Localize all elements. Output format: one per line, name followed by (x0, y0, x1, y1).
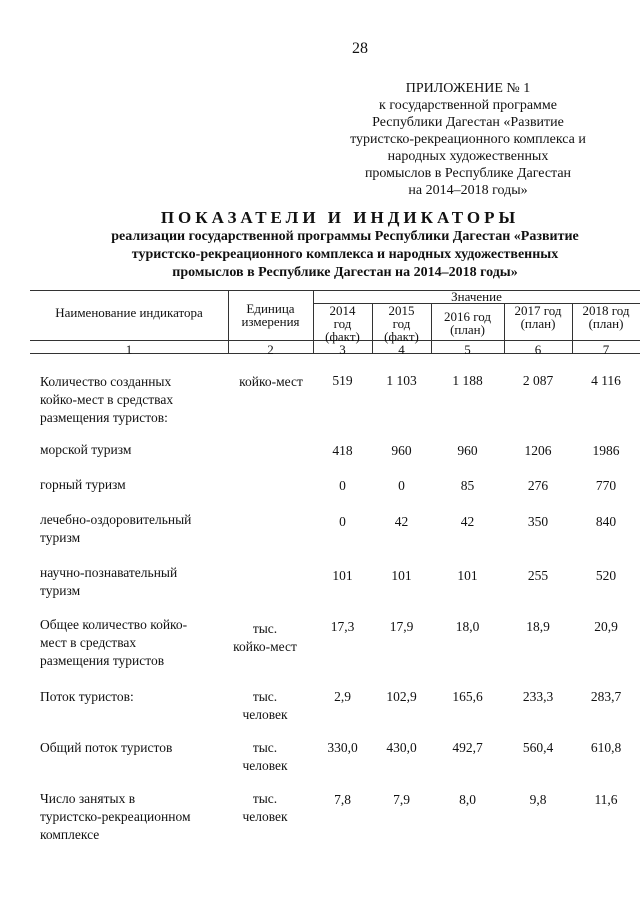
subtitle-line: реализации государственной программы Республики Дагестан «Развитие (111, 229, 579, 244)
row-value-2015: 430,0 (386, 740, 417, 755)
row-unit: койко-мест (239, 374, 303, 389)
row-indicator-name: морской туризм (40, 442, 132, 457)
header-year-2017: 2017 год (план) (514, 303, 562, 331)
row-value-2016: 492,7 (452, 740, 483, 755)
row-value-2018: 20,9 (594, 619, 618, 634)
appendix-line: народных художественных (387, 149, 549, 164)
subtitle-line: туристско-рекреационного комплекса и народных художественных (131, 247, 559, 262)
row-value-2018: 4 116 (591, 373, 621, 388)
document-subtitle (70, 228, 620, 282)
row-value-2015: 1 103 (386, 373, 417, 388)
appendix-block (338, 80, 598, 199)
row-value-2016: 85 (460, 478, 475, 493)
row-value-2015: 17,9 (389, 619, 414, 634)
appendix-line: ПРИЛОЖЕНИЕ № 1 (405, 81, 531, 96)
row-indicator-name: горный туризм (40, 477, 126, 492)
header-value-group: Значение (451, 289, 502, 304)
row-value-2018: 840 (595, 514, 617, 529)
row-unit: тыс. койко-мест (233, 621, 297, 654)
row-indicator-name: Общий поток туристов (40, 740, 173, 755)
row-value-2018: 520 (595, 568, 617, 583)
row-value-2017: 255 (527, 568, 549, 583)
row-value-2014: 101 (332, 568, 353, 583)
document-title: ПОКАЗАТЕЛИ И ИНДИКАТОРЫ (160, 208, 520, 227)
appendix-line: Республики Дагестан «Развитие (372, 115, 564, 130)
row-indicator-name: научно-познавательный туризм (40, 565, 178, 598)
row-value-2014: 0 (339, 514, 346, 529)
column-number: 5 (464, 342, 471, 357)
appendix-line: к государственной программе (379, 98, 557, 113)
row-value-2016: 165,6 (452, 689, 483, 704)
row-unit: тыс. человек (242, 689, 288, 722)
row-value-2014: 330,0 (327, 740, 358, 755)
column-number: 6 (534, 342, 542, 357)
row-value-2014: 0 (339, 478, 346, 493)
appendix-line: промыслов в Республике Дагестан (364, 166, 572, 181)
row-value-2017: 2 087 (522, 373, 554, 388)
row-value-2015: 102,9 (386, 689, 417, 704)
row-value-2017: 9,8 (529, 792, 547, 807)
header-year-2016: 2016 год (план) (444, 309, 491, 337)
column-number: 2 (267, 342, 274, 357)
row-value-2014: 418 (332, 443, 353, 458)
header-year-2018: 2018 год (план) (582, 303, 630, 331)
row-value-2016: 18,0 (455, 619, 480, 634)
row-value-2016: 42 (460, 514, 475, 529)
column-number: 1 (125, 342, 133, 357)
row-value-2017: 18,9 (526, 619, 550, 634)
row-value-2014: 519 (332, 373, 353, 388)
appendix-line: на 2014–2018 годы» (408, 183, 528, 198)
row-value-2016: 8,0 (459, 792, 476, 807)
row-value-2017: 1206 (524, 443, 552, 458)
column-number: 7 (602, 342, 610, 357)
row-value-2018: 283,7 (590, 689, 622, 704)
row-indicator-name: Поток туристов: (40, 689, 134, 704)
row-value-2017: 560,4 (522, 740, 554, 755)
row-unit: тыс. человек (242, 740, 288, 773)
row-value-2015: 42 (394, 514, 409, 529)
column-number: 4 (398, 342, 405, 357)
row-value-2018: 11,6 (594, 792, 618, 807)
row-value-2014: 7,8 (334, 792, 351, 807)
row-value-2015: 7,9 (393, 792, 410, 807)
row-value-2015: 0 (398, 478, 405, 493)
row-value-2016: 101 (457, 568, 478, 583)
row-value-2017: 276 (527, 478, 549, 493)
row-value-2017: 233,3 (522, 689, 554, 704)
row-value-2014: 17,3 (330, 619, 355, 634)
row-indicator-name: Количество созданных койко-мест в средствах размещения туристов: (40, 374, 174, 425)
header-unit: Единица измерения (241, 301, 300, 329)
column-number: 3 (339, 342, 346, 357)
appendix-line: туристско-рекреационного комплекса и (350, 132, 586, 147)
header-year-2015: 2015 год (факт) (384, 303, 419, 344)
row-indicator-name: Общее количество койко- мест в средствах размещения туристов (40, 617, 188, 668)
row-indicator-name: Число занятых в туристско-рекреационном комплексе (40, 791, 191, 842)
row-value-2015: 960 (391, 443, 412, 458)
header-year-2014: 2014 год (факт) (325, 303, 360, 344)
row-value-2016: 960 (457, 443, 478, 458)
row-value-2017: 350 (527, 514, 549, 529)
page-number: 28 (352, 40, 368, 57)
header-indicator-name: Наименование индикатора (55, 305, 203, 320)
row-value-2015: 101 (391, 568, 412, 583)
row-value-2018: 610,8 (590, 740, 622, 755)
subtitle-line: промыслов в Республике Дагестан на 2014–2018 годы» (172, 265, 518, 280)
row-indicator-name: лечебно-оздоровительный туризм (40, 512, 192, 545)
row-value-2018: 1986 (592, 443, 620, 458)
row-value-2016: 1 188 (452, 373, 483, 388)
row-value-2018: 770 (595, 478, 617, 493)
row-value-2014: 2,9 (334, 689, 351, 704)
row-unit: тыс. человек (242, 791, 288, 824)
